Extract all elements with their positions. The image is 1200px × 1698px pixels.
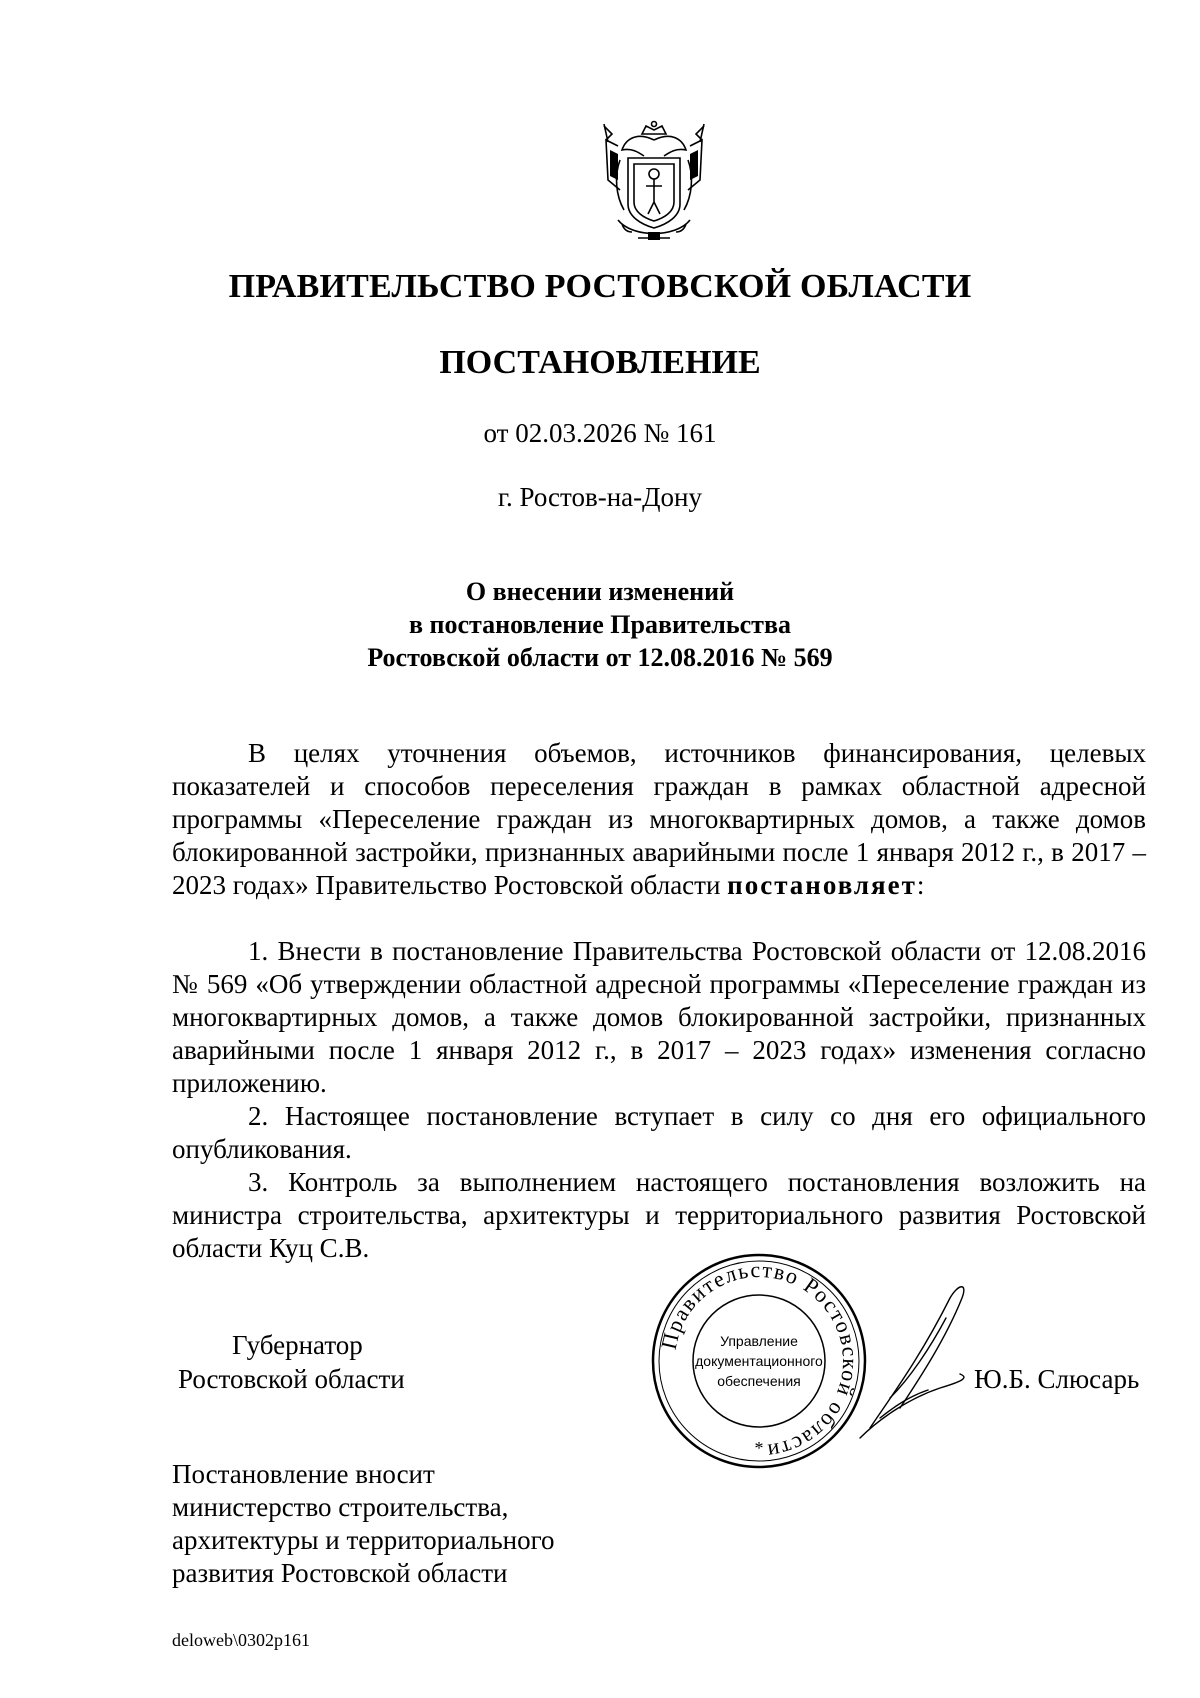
signer-position-line1: Губернатор [232,1330,363,1360]
preamble-text: В целях уточнения объемов, источников финансирования, целевых показателей и способов переселения граждан в рамках областной адресной программы «Переселение граждан из многоквартирных домов, а также домов блокированной застройки, признанных аварийными после 1 января 2012 г., в 2017 – 2023 годах» Правительство Ростовской области [172,738,1146,900]
official-stamp [648,1250,870,1472]
introduced-by-block [172,1458,555,1590]
coat-of-arms-icon [598,120,710,248]
document-date-number: от 02.03.2026 № 161 [483,418,717,448]
item-2: 2. Настоящее постановление вступает в силу со дня его официального опубликования. [172,1101,1146,1164]
document-type: ПОСТАНОВЛЕНИЕ [439,344,761,381]
subject-line: в постановление Правительства [408,610,791,639]
subject-line: О внесении изменений [465,577,735,606]
signer-position-line2: Ростовской области [178,1364,405,1394]
item-1: 1. Внести в постановление Правительства Ростовской области от 12.08.2016 № 569 «Об утверждении областной адресной программы «Переселение граждан из многоквартирных домов, а также домов блокированной застройки, признанных аварийными после 1 января 2012 г., в 2017 – 2023 годах» изменения согласно приложению. [172,936,1146,1098]
stamp-inner-line: обеспечения [717,1373,801,1389]
item-3: 3. Контроль за выполнением настоящего постановления возложить на министра строительства, архитектуры и территориального развития Ростовской области Куц С.В. [172,1167,1146,1263]
subject-line: Ростовской области от 12.08.2016 № 569 [367,643,833,672]
document-subject [0,575,1200,674]
handwritten-signature [850,1278,980,1448]
signer-name: Ю.Б. Слюсарь [974,1364,1140,1394]
introduced-by-line: архитектуры и территориального [172,1525,555,1555]
document-city: г. Ростов-на-Дону [497,482,702,512]
resolves-word: постановляет [727,870,917,900]
footer-code: deloweb\0302p161 [172,1630,310,1650]
introduced-by-line: развития Ростовской области [172,1558,508,1588]
preamble-paragraph [172,737,1146,902]
introduced-by-line: Постановление вносит [172,1459,435,1489]
government-title: ПРАВИТЕЛЬСТВО РОСТОВСКОЙ ОБЛАСТИ [228,268,972,305]
preamble-colon: : [916,870,925,900]
stamp-inner-line: документационного [695,1353,823,1369]
stamp-outer-text: Правительство Ростовской области [655,1256,864,1465]
introduced-by-line: министерство строительства, [172,1492,509,1522]
stamp-inner-line: Управление [720,1333,798,1349]
stamp-star: * [754,1438,764,1458]
